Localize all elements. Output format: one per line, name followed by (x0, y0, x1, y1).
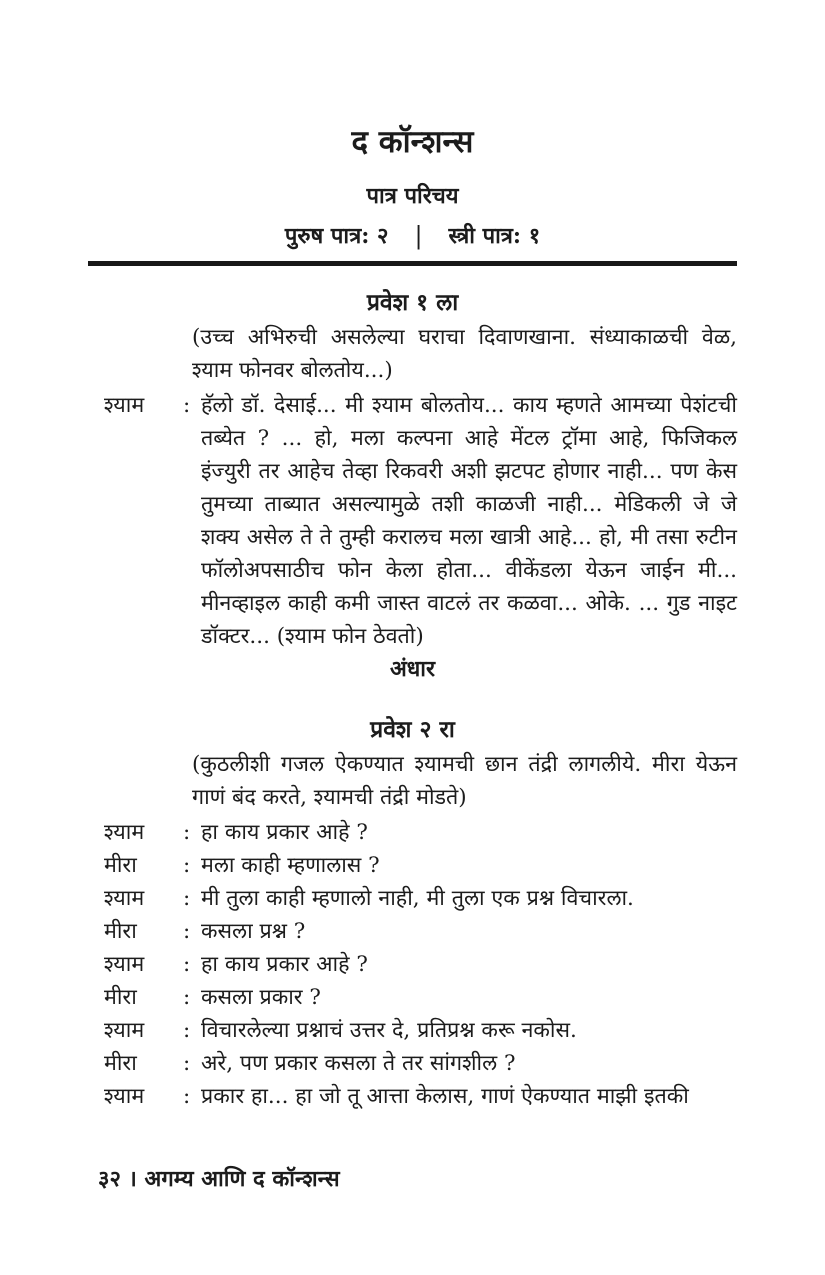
page-footer-running-title: ३२ । अगम्य आणि द कॉन्शन्स (98, 1166, 340, 1192)
cast-female-count: स्त्री पात्र: १ (448, 223, 541, 249)
speech-text: मी तुला काही म्हणालो नाही, मी तुला एक प्रश्न विचारला. (201, 886, 634, 911)
cast-heading: पात्र परिचय (366, 183, 459, 209)
header-divider-rule (88, 261, 737, 266)
colon-separator: : (183, 1051, 191, 1076)
dialogue-row (88, 1080, 737, 1113)
colon-separator: : (183, 952, 191, 977)
dialogue-row (88, 882, 737, 915)
speech-text: विचारलेल्या प्रश्नाचं उत्तर दे, प्रतिप्रश्न करू नकोस. (201, 1018, 577, 1043)
speaker-name: मीरा (104, 853, 137, 878)
speaker-name: मीरा (104, 919, 137, 944)
speaker-name: मीरा (104, 985, 137, 1010)
speech-text: कसला प्रश्न ? (201, 919, 306, 944)
speech-text: कसला प्रकार ? (201, 985, 321, 1010)
colon-separator: : (183, 1018, 191, 1043)
speaker-name: श्याम (104, 393, 145, 418)
dialogue-row (88, 915, 737, 948)
speech-text: हा काय प्रकार आहे ? (201, 820, 368, 845)
speaker-name: श्याम (104, 820, 145, 845)
dialogue-row (88, 816, 737, 849)
dialogue-row (88, 849, 737, 882)
scene2-stage-direction: (कुठलीशी गजल ऐकण्यात श्यामची छान तंद्री लागलीये. मीरा येऊन गाणं बंद करते, श्यामची तंद्री मोडते) (192, 752, 737, 810)
scene2-heading: प्रवेश २ रा (370, 716, 455, 743)
speech-text: हॅलो डॉ. देसाई... मी श्याम बोलतोय... काय म्हणते आमच्या पेशंटची तब्येत ? ... हो, मला कल्पना आहे मेंटल ट्रॉमा आहे, फिजिकल इंज्युरी तर आहेच तेव्हा रिकवरी अशी झटपट होणार नाही... पण केस तुमच्या ताब्यात असल्यामुळे तशी काळजी नाही... मेडिकली जे जे शक्य असेल ते ते तुम्ही करालच मला खात्री आहे... हो, मी तसा रुटीन फॉलोअपसाठीच फोन केला होता... वीकेंडला येऊन जाईन मी... मीनव्हाइल काही कमी जास्त वाटलं तर कळवा... ओके. ... गुड नाइट डॉक्टर... (श्याम फोन ठेवतो) (201, 393, 737, 649)
speech-text: अरे, पण प्रकार कसला ते तर सांगशील ? (201, 1051, 516, 1076)
scene2-dialogues (88, 816, 737, 1113)
speaker-name: श्याम (104, 952, 145, 977)
play-title: द कॉन्शन्स (351, 124, 474, 160)
dialogue-row (88, 389, 737, 653)
dialogue-row (88, 981, 737, 1014)
colon-separator: : (183, 919, 191, 944)
colon-separator: : (183, 393, 191, 418)
scene1-stage-direction: (उच्च अभिरुची असलेल्या घराचा दिवाणखाना. संध्याकाळची वेळ, श्याम फोनवर बोलतोय...) (192, 325, 737, 383)
scene1-heading: प्रवेश १ ला (366, 289, 459, 316)
speech-text: प्रकार हा... हा जो तू आत्ता केलास, गाणं ऐकण्यात माझी इतकी (201, 1084, 689, 1109)
blackout-label: अंधार (389, 656, 436, 682)
scene1-dialogues (88, 389, 737, 653)
colon-separator: : (183, 1084, 191, 1109)
colon-separator: : (183, 853, 191, 878)
dialogue-row (88, 1014, 737, 1047)
speech-text: मला काही म्हणालास ? (201, 853, 380, 878)
speech-text: हा काय प्रकार आहे ? (201, 952, 368, 977)
dialogue-row (88, 1047, 737, 1080)
cast-line (88, 222, 737, 250)
colon-separator: : (183, 985, 191, 1010)
speaker-name: श्याम (104, 886, 145, 911)
colon-separator: : (183, 820, 191, 845)
speaker-name: श्याम (104, 1018, 145, 1043)
dialogue-row (88, 948, 737, 981)
cast-separator-bar: | (414, 222, 423, 250)
cast-male-count: पुरुष पात्र: २ (284, 223, 389, 249)
speaker-name: मीरा (104, 1051, 137, 1076)
speaker-name: श्याम (104, 1084, 145, 1109)
colon-separator: : (183, 886, 191, 911)
